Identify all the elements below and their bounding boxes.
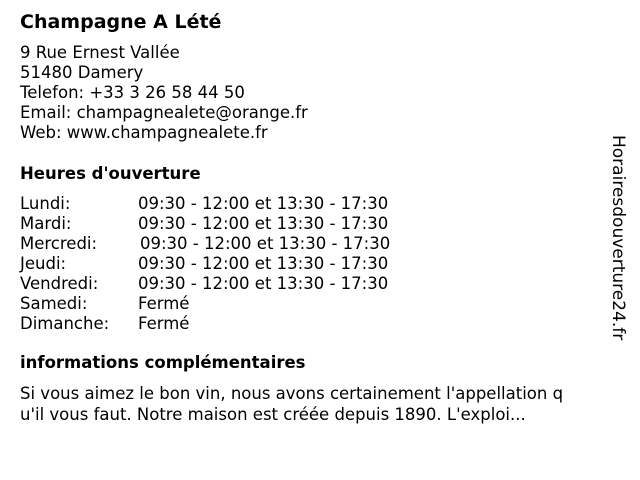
info-heading: informations complémentaires <box>20 353 306 372</box>
day-hours: Fermé <box>138 294 190 313</box>
info-line: u'il vous faut. Notre maison est créée depuis 1890. L'exploi... <box>20 405 526 424</box>
day-label: Dimanche: <box>20 314 110 333</box>
day-hours: 09:30 - 12:00 et 13:30 - 17:30 <box>138 214 389 233</box>
address-city: 51480 Damery <box>20 63 144 82</box>
day-label: Jeudi: <box>20 254 67 273</box>
day-hours: 09:30 - 12:00 et 13:30 - 17:30 <box>140 234 391 253</box>
day-label: Lundi: <box>20 194 71 213</box>
side-brand-text: Horairesdouverture24.fr <box>608 135 628 341</box>
info-line: Si vous aimez le bon vin, nous avons certainement l'appellation q <box>20 384 564 403</box>
day-hours: Fermé <box>138 314 190 333</box>
address-street: 9 Rue Ernest Vallée <box>20 43 180 62</box>
day-hours: 09:30 - 12:00 et 13:30 - 17:30 <box>138 254 389 273</box>
day-label: Mardi: <box>20 214 72 233</box>
day-hours: 09:30 - 12:00 et 13:30 - 17:30 <box>138 274 389 293</box>
email-text: Email: champagnealete@orange.fr <box>20 103 308 122</box>
web-text: Web: www.champagnealete.fr <box>20 123 268 142</box>
business-name: Champagne A Lété <box>20 11 222 33</box>
day-label: Vendredi: <box>20 274 99 293</box>
day-label: Mercredi: <box>20 234 98 253</box>
hours-heading: Heures d'ouverture <box>20 164 201 183</box>
day-label: Samedi: <box>20 294 88 313</box>
phone-text: Telefon: +33 3 26 58 44 50 <box>20 83 245 102</box>
info-description <box>20 383 600 425</box>
contact-block <box>20 43 308 143</box>
day-hours: 09:30 - 12:00 et 13:30 - 17:30 <box>138 194 389 213</box>
